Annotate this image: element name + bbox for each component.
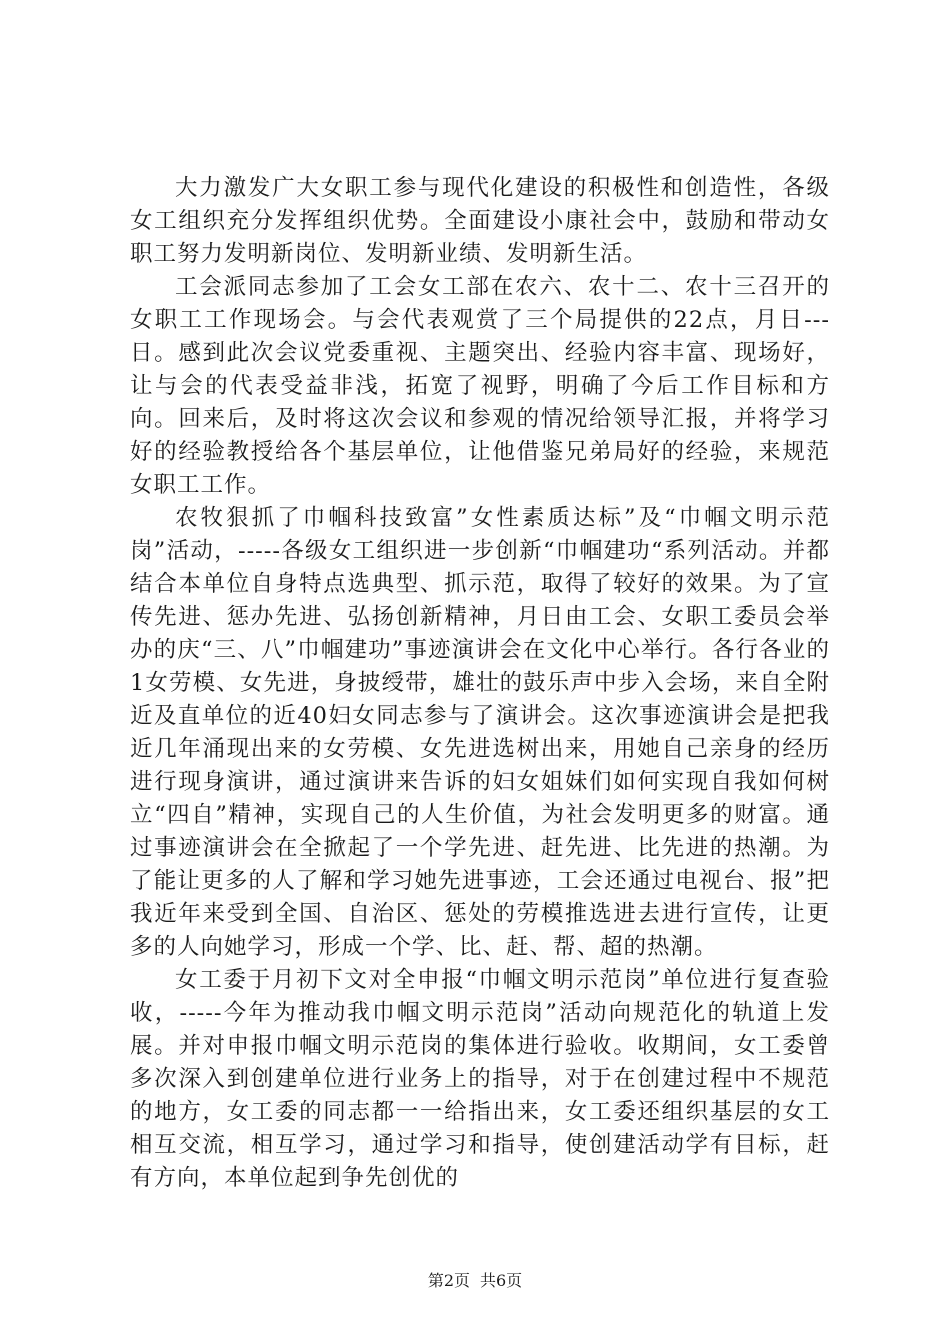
paragraph-1: 大力激发广大女职工参与现代化建设的积极性和创造性，各级女工组织充分发挥组织优势。全面建设小康社会中，鼓励和带动女职工努力发明新岗位、发明新业绩、发明新生活。 [130,175,830,267]
paragraph-3: 农牧狠抓了巾帼科技致富”女性素质达标”及“巾帼文明示范岗”活动，-----各级女工组织进一步创新“巾帼建功“系列活动。并都结合本单位自身特点选典型、抓示范，取得了较好的效果。为了宣传先进、惩办先进、弘扬创新精神，月日由工会、女职工委员会举办的庆“三、八”巾帼建功”事迹演讲会在文化中心举行。各行各业的1女劳模、女先进，身披绶带，雄壮的鼓乐声中步入会场，来自全附近及直单位的近40妇女同志参与了演讲会。这次事迹演讲会是把我近几年涌现出来的女劳模、女先进选树出来，用她自己亲身的经历进行现身演讲，通过演讲来告诉的妇女姐妹们如何实现自我如何树立“四自”精神，实现自己的人生价值，为社会发明更多的财富。通过事迹演讲会在全掀起了一个学先进、赶先进、比先进的热潮。为了能让更多的人了解和学习她先进事迹，工会还通过电视台、报”把我近年来受到全国、自治区、惩处的劳模推选进去进行宣传，让更多的人向她学习，形成一个学、比、赶、帮、超的热潮。 [130,505,830,960]
page-footer [0,1271,950,1291]
page-number: 第2页 [427,1271,470,1290]
paragraph-2: 工会派同志参加了工会女工部在农六、农十二、农十三召开的女职工工作现场会。与会代表观赏了三个局提供的22点，月日---日。感到此次会议党委重视、主题突出、经验内容丰富、现场好，让与会的代表受益非浅，拓宽了视野，明确了今后工作目标和方向。回来后，及时将这次会议和参观的情况给领导汇报，并将学习好的经验教授给各个基层单位，让他借鉴兄弟局好的经验，来规范女职工工作。 [130,274,830,498]
paragraph-4: 女工委于月初下文对全申报“巾帼文明示范岗”单位进行复查验收，-----今年为推动我巾帼文明示范岗”活动向规范化的轨道上发展。并对申报巾帼文明示范岗的集体进行验收。收期间，女工委曾多次深入到创建单位进行业务上的指导，对于在创建过程中不规范的地方，女工委的同志都一一给指出来，女工委还组织基层的女工相互交流，相互学习，通过学习和指导，使创建活动学有目标，赶有方向，本单位起到争先创优的 [130,967,830,1191]
page-total: 共6页 [480,1271,523,1290]
document-body [130,172,830,1195]
